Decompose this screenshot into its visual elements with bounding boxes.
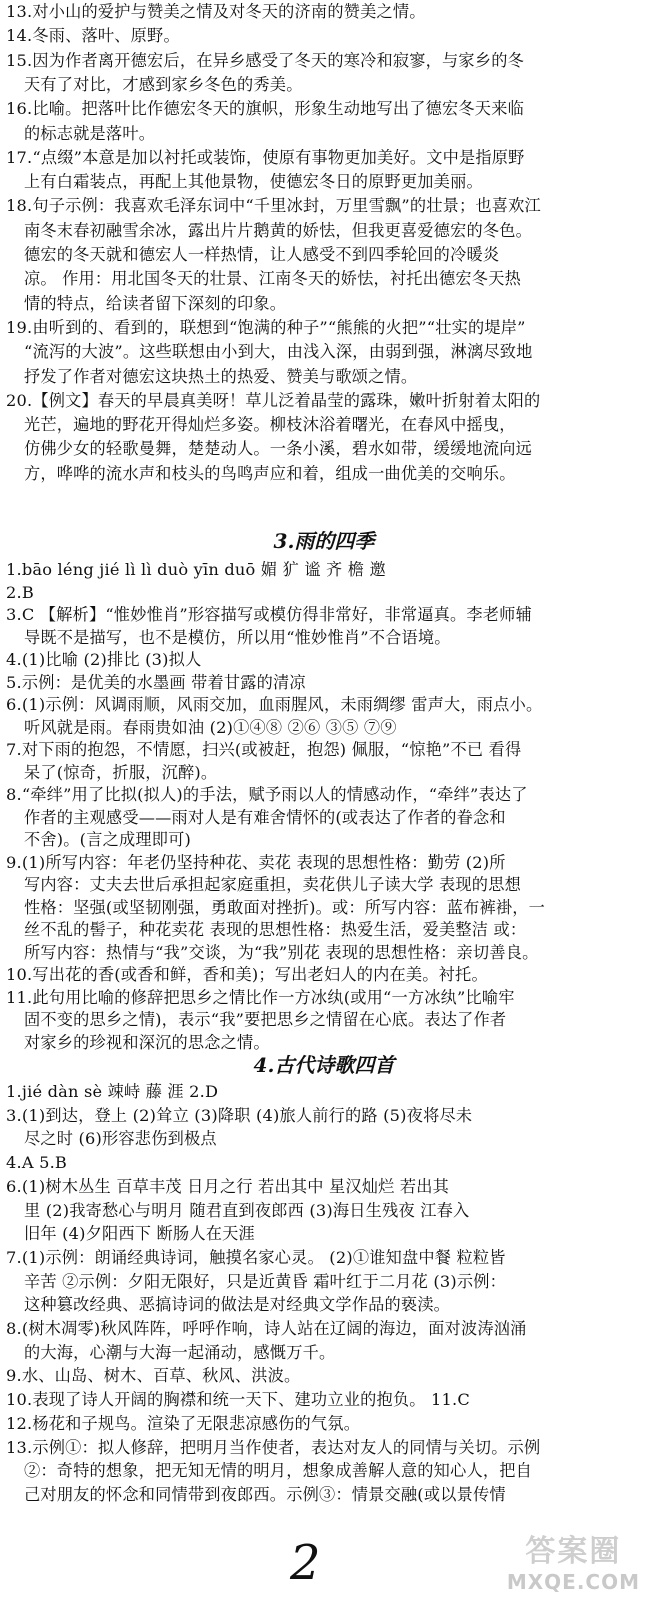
- answer-line: 南冬末春初融雪余冰，露出片片鹅黄的娇怯，但我更喜爱德宏的冬色。: [24, 220, 533, 240]
- answer-line: 13.对小山的爱护与赞美之情及对冬天的济南的赞美之情。: [6, 2, 426, 21]
- answer-line: 3.(1)到达，登上 (2)耸立 (3)降职 (4)旅人前行的路 (5)夜将尽未: [6, 1105, 473, 1125]
- answer-line: 6.(1)示例：风调雨顺，风雨交加，血雨腥风，未雨绸缪 雷声大，雨点小。: [6, 695, 543, 714]
- answer-line: 2.B: [6, 582, 34, 602]
- answer-line: 8.“牵绊”用了比拟(拟人)的手法，赋予雨以人的情感动作，“牵绊”表达了: [6, 785, 528, 804]
- answer-line: 导既不是描写，也不是模仿，所以用“惟妙惟肖”不合语境。: [24, 627, 451, 647]
- answer-line: 不舍)。(言之成理即可): [24, 830, 192, 849]
- answer-line: 1.bāo léng jié lì lì duò yīn duō 媚 犷 谧 齐 檐 邀: [6, 560, 386, 579]
- answer-line: 19.由听到的、看到的，联想到“饱满的种子”“熊熊的火把”“壮实的堤岸”: [6, 317, 526, 337]
- answer-line: 写内容：丈夫去世后承担起家庭重担，卖花供儿子读大学 表现的思想: [24, 875, 521, 894]
- answer-line: 15.因为作者离开德宏后，在异乡感受了冬天的寒冷和寂寥，与家乡的冬: [6, 50, 524, 70]
- answer-line: 光芒，遍地的野花开得灿烂多姿。柳枝沐浴着曙光，在春风中摇曳，: [24, 415, 516, 435]
- answer-line: “流泻的大波”。这些联想由小到大，由浅入深，由弱到强，淋漓尽致地: [24, 342, 533, 362]
- answer-line: 17.“点缀”本意是加以衬托或装饰，使原有事物更加美好。文中是指原野: [6, 147, 525, 167]
- answer-line: 4.(1)比喻 (2)排比 (3)拟人: [6, 650, 202, 669]
- answer-line: 情的特点，给读者留下深刻的印象。: [24, 293, 287, 313]
- answer-line: 辛苦 ②示例：夕阳无限好，只是近黄昏 霜叶红于二月花 (3)示例：: [24, 1271, 507, 1291]
- answer-line: 10.写出花的香(或香和鲜，香和美)；写出老妇人的内在美。衬托。: [6, 965, 488, 984]
- answer-line: 3.C 【解析】“惟妙惟肖”形容描写或模仿得非常好，非常逼真。李老师辅: [6, 605, 532, 624]
- watermark-logo: [507, 1526, 640, 1594]
- answer-line: 所写内容：热情与“我”交谈，为“我”别花 表现的思想性格：亲切善良。: [24, 942, 539, 962]
- answer-line: 7.(1)示例：朗诵经典诗词，触摸名家心灵。 (2)①谁知盘中餐 粒粒皆: [6, 1247, 506, 1267]
- answer-line: 上有白霜装点，再配上其他景物，使德宏冬日的原野更加美丽。: [24, 172, 483, 192]
- answer-line: 仿佛少女的轻歌曼舞，楚楚动人。一条小溪，碧水如带，缓缓地流向远: [24, 439, 533, 459]
- answer-line: 固不变的思乡之情)，表示“我”要把思乡之情留在心底。表达了作者: [24, 1010, 507, 1029]
- section-title-ancient-poems: 4.古代诗歌四首: [253, 1053, 395, 1077]
- answer-line: 6.(1)树木丛生 百草丰茂 日月之行 若出其中 星汉灿烂 若出其: [6, 1176, 450, 1196]
- answer-line: 性格：坚强(或坚韧刚强，勇敢面对挫折)。或：所写内容：蓝布裤褂，一: [24, 897, 546, 917]
- answer-line: 天有了对比，才感到家乡冬色的秀美。: [24, 74, 303, 94]
- answer-line: 7.对下雨的抱怨，不情愿，扫兴(或被赶，抱怨) 佩服，“惊艳”不已 看得: [6, 740, 522, 759]
- answer-line: 11.此句用比喻的修辞把思乡之情比作一方冰纨(或用“一方冰纨”比喻牢: [6, 987, 515, 1007]
- answer-line: 凉。 作用：用北国冬天的壮景、江南冬天的娇怯，衬托出德宏冬天热: [24, 269, 521, 289]
- answer-line: 12.杨花和子规鸟。渲染了无限悲凉感伤的气氛。: [6, 1413, 361, 1433]
- watermark-text: 答案圈: [525, 1534, 622, 1569]
- answer-line: 这种篡改经典、恶搞诗词的做法是对经典文学作品的亵渎。: [24, 1295, 451, 1315]
- answer-line: 9.水、山岛、树木、百草、秋风、洪波。: [6, 1366, 301, 1386]
- answer-line: 旧年 (4)夕阳西下 断肠人在天涯: [24, 1224, 255, 1244]
- answer-line: 5.示例：是优美的水墨画 带着甘露的清凉: [6, 672, 306, 692]
- answer-line: 1.jié dàn sè 竦峙 藤 涯 2.D: [6, 1082, 219, 1101]
- answer-line: 13.示例①：拟人修辞，把明月当作使者，表达对友人的同情与关切。示例: [6, 1437, 541, 1457]
- answer-line: 20.【例文】春天的早晨真美呀！草儿泛着晶莹的露珠，嫩叶折射着太阳的: [6, 390, 541, 410]
- watermark-url: MXQE.COM: [506, 1570, 640, 1594]
- answer-line: 4.A 5.B: [6, 1153, 68, 1173]
- answer-line: 听风就是雨。春雨贵如油 (2)①④⑧ ②⑥ ③⑤ ⑦⑨: [24, 717, 397, 737]
- answer-line: 己对朋友的怀念和同情带到夜郎西。示例③：情景交融(或以景传情: [24, 1484, 506, 1504]
- answer-line: 呆了(惊奇，折服，沉醉)。: [24, 762, 218, 782]
- answer-line: 9.(1)所写内容：年老仍坚持种花、卖花 表现的思想性格：勤劳 (2)所: [6, 852, 506, 872]
- answer-line: 丝不乱的髻子，种花卖花 表现的思想性格：热爱生活，爱美整洁 或：: [24, 920, 527, 939]
- answer-line: 对家乡的珍视和深沉的思念之情。: [24, 1032, 270, 1052]
- answer-line: 尽之时 (6)形容悲伤到极点: [24, 1129, 217, 1149]
- section-title-rain-seasons: 3.雨的四季: [273, 529, 375, 553]
- answer-line: 抒发了作者对德宏这块热土的热爱、赞美与歌颂之情。: [24, 366, 418, 386]
- answer-line: 里 (2)我寄愁心与明月 随君直到夜郎西 (3)海日生残夜 江春入: [24, 1200, 470, 1220]
- answer-line: 18.句子示例：我喜欢毛泽东词中“千里冰封，万里雪飘”的壮景；也喜欢江: [6, 196, 541, 216]
- answer-line: 方，哗哗的流水声和枝头的鸟鸣声应和着，组成一曲优美的交响乐。: [24, 463, 516, 483]
- answer-line: ②：奇特的想象，把无知无情的明月，想象成善解人意的知心人，把自: [24, 1461, 533, 1481]
- answer-line: 的标志就是落叶。: [24, 123, 156, 143]
- answer-line: 8.(树木凋零)秋风阵阵，呼呼作响，诗人站在辽阔的海边，面对波涛汹涌: [6, 1319, 527, 1338]
- answer-line: 16.比喻。把落叶比作德宏冬天的旗帜，形象生动地写出了德宏冬天来临: [6, 99, 524, 119]
- answer-line: 的大海，心潮与大海一起涌动，感慨万千。: [24, 1342, 336, 1362]
- answer-line: 德宏的冬天就和德宏人一样热情，让人感受不到四季轮回的冷暖炎: [24, 245, 500, 264]
- answer-line: 10.表现了诗人开阔的胸襟和统一天下、建功立业的抱负。 11.C: [6, 1390, 470, 1410]
- page-number: 2: [290, 1535, 321, 1591]
- answer-line: 14.冬雨、落叶、原野。: [6, 26, 180, 46]
- answer-line: 作者的主观感受——雨对人是有难舍情怀的(或表达了作者的眷念和: [24, 807, 506, 827]
